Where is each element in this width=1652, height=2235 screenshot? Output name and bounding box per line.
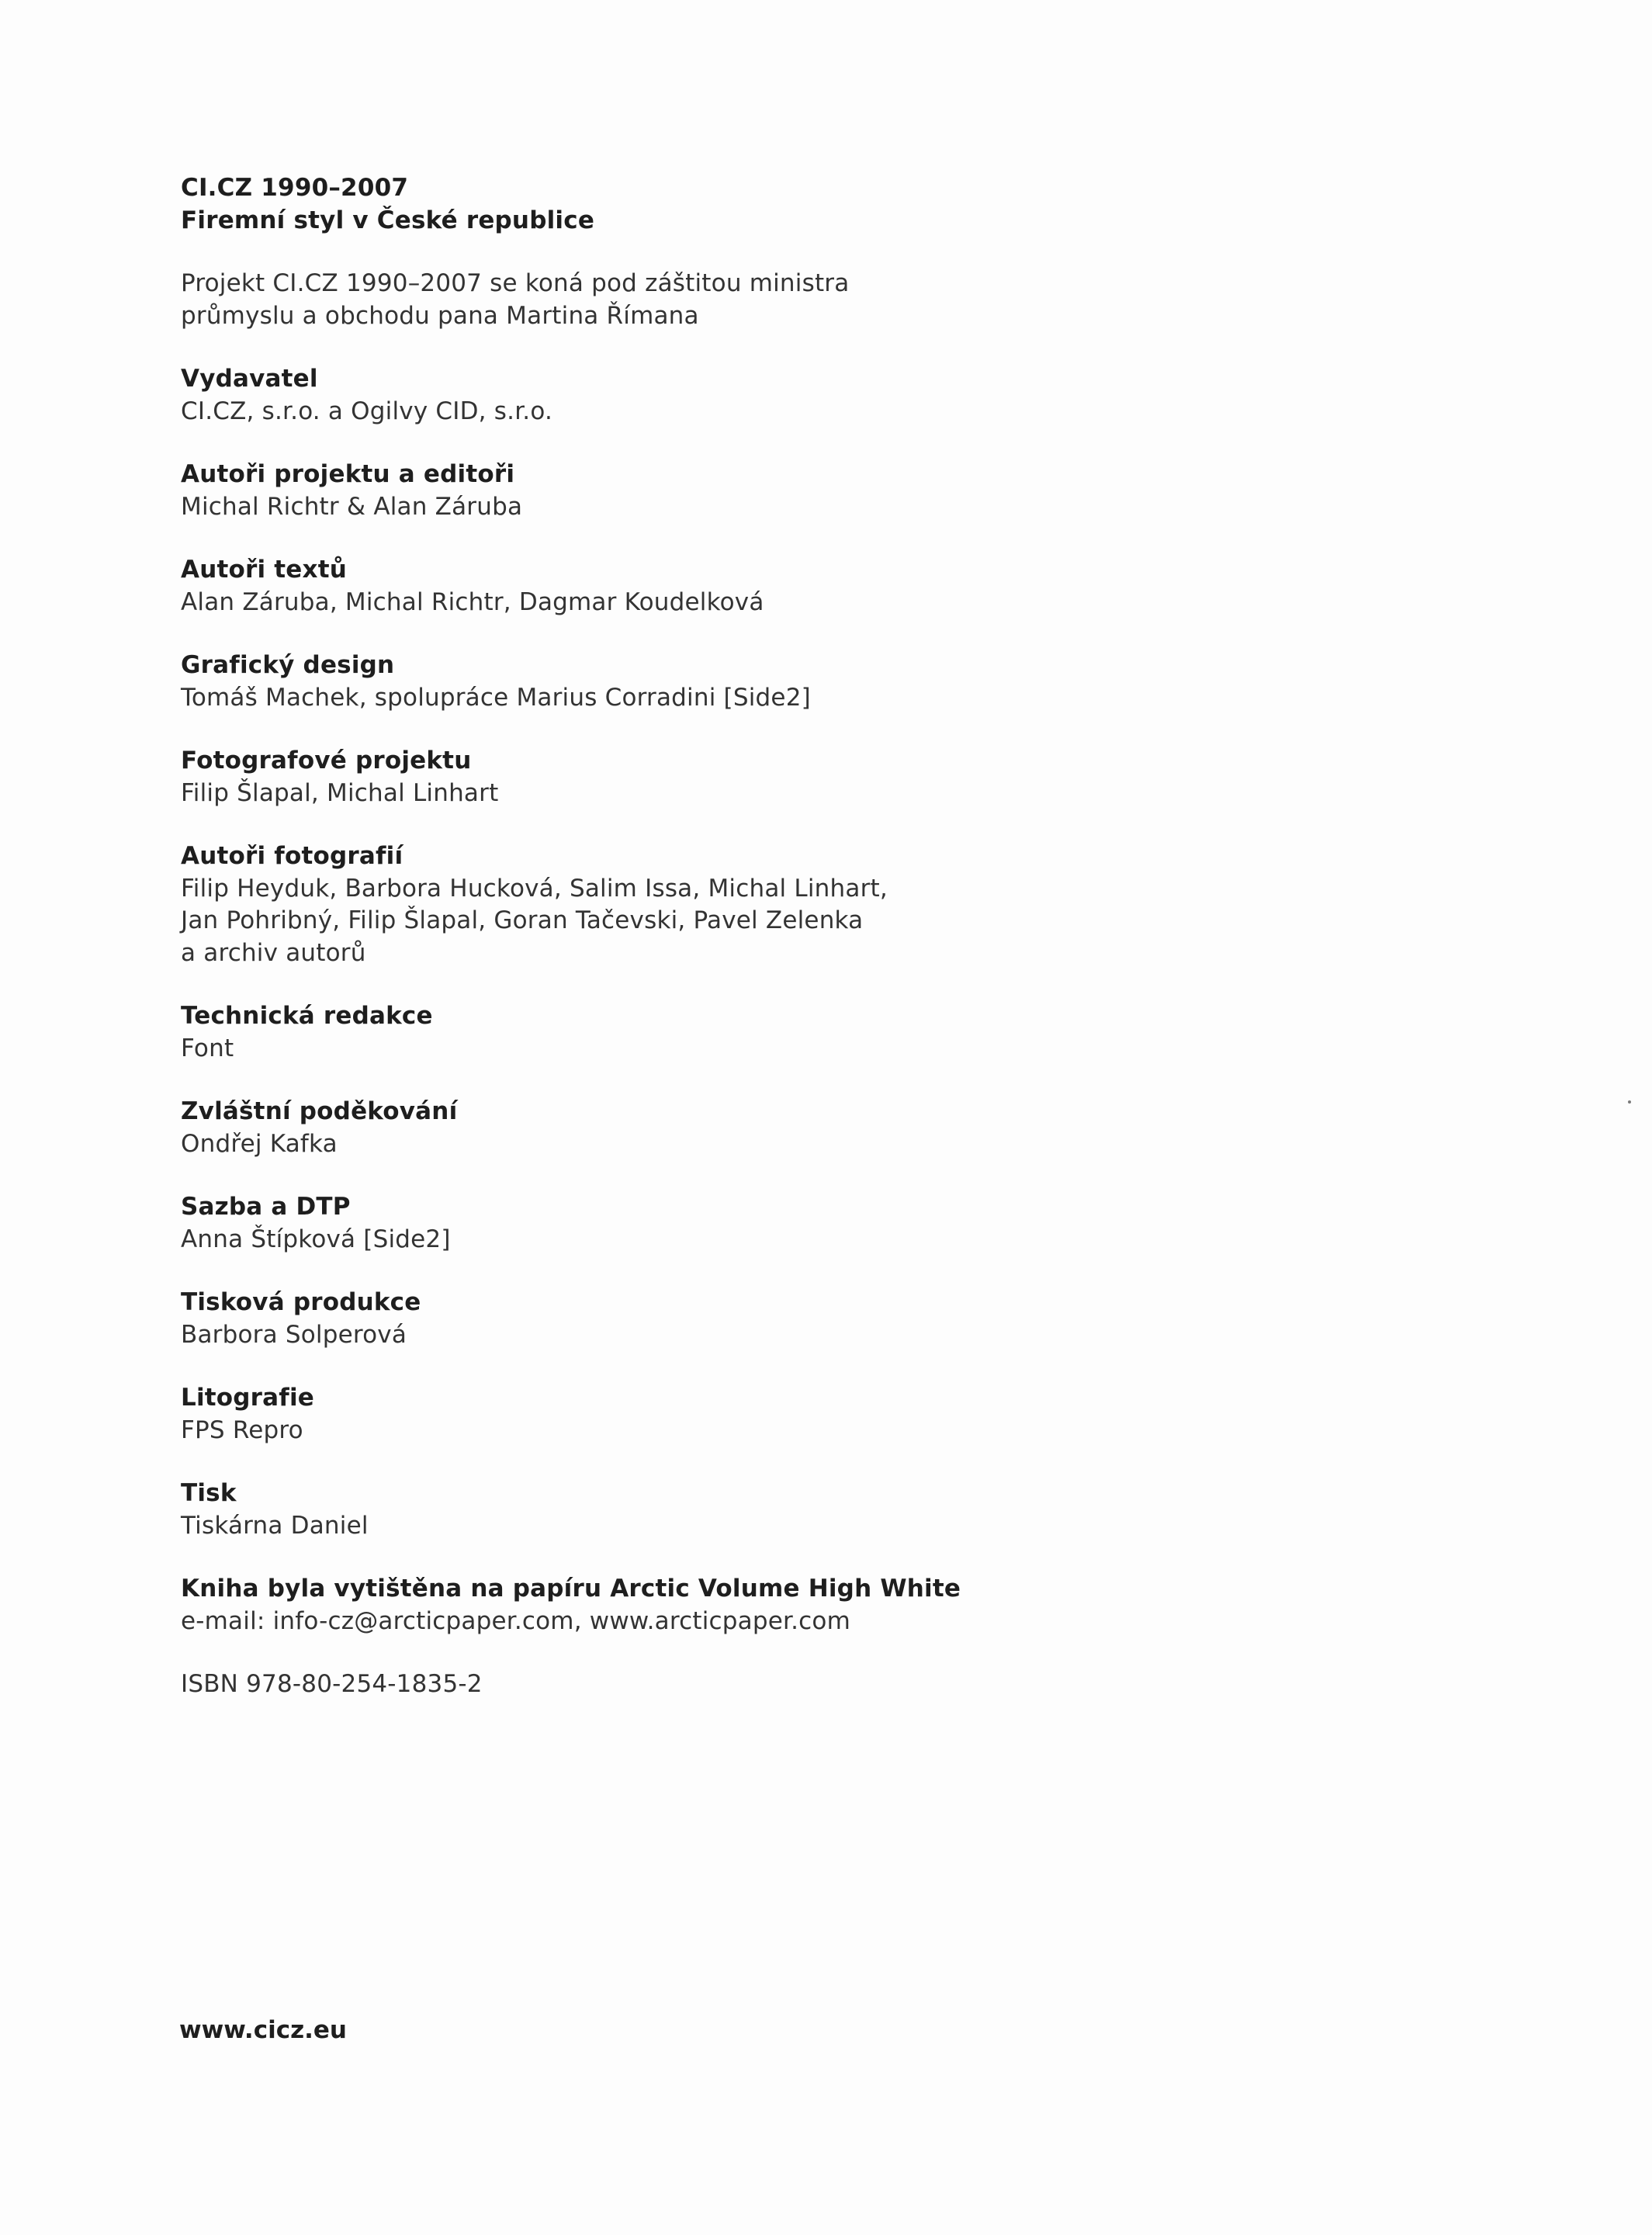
credit-value: Michal Richtr & Alan Záruba: [181, 492, 523, 521]
credit-special-thanks: [181, 1096, 1345, 1160]
credit-value: CI.CZ, s.r.o. a Ogilvy CID, s.r.o.: [181, 397, 553, 425]
credit-value: Barbora Solperová: [181, 1320, 407, 1349]
book-subtitle: Firemní styl v České republice: [181, 206, 595, 234]
credit-heading: Autoři projektu a editoři: [181, 460, 515, 488]
credit-photo-authors: [181, 840, 1345, 969]
credit-printing: [181, 1478, 1345, 1542]
credit-heading: Kniha byla vytištěna na papíru Arctic Volume High White: [181, 1575, 961, 1603]
credit-heading: Tisková produkce: [181, 1288, 421, 1316]
paper-speck: [1628, 1100, 1631, 1104]
credit-value: Anna Štípková [Side2]: [181, 1225, 451, 1253]
credit-value: Filip Heyduk, Barbora Hucková, Salim Issa, Michal Linhart,: [181, 874, 888, 903]
book-title: CI.CZ 1990–2007: [181, 174, 409, 202]
isbn-block: [181, 1668, 1345, 1701]
isbn: ISBN 978-80-254-1835-2: [181, 1670, 483, 1698]
credit-text-authors: [181, 554, 1345, 619]
credit-value: Filip Šlapal, Michal Linhart: [181, 778, 499, 807]
credit-heading: Grafický design: [181, 651, 395, 679]
book-title-block: [181, 172, 1345, 237]
credit-value: Ondřej Kafka: [181, 1129, 338, 1158]
credit-heading: Vydavatel: [181, 365, 318, 393]
website-url: www.cicz.eu: [179, 2016, 348, 2044]
credit-print-production: [181, 1287, 1345, 1351]
patronage-line: průmyslu a obchodu pana Martina Římana: [181, 301, 699, 330]
credit-lithography: [181, 1382, 1345, 1447]
credit-typesetting: [181, 1191, 1345, 1256]
patronage-line: Projekt CI.CZ 1990–2007 se koná pod záštitou ministra: [181, 269, 850, 297]
credit-heading: Litografie: [181, 1384, 315, 1412]
credit-heading: Technická redakce: [181, 1002, 433, 1030]
credit-technical-editing: [181, 1000, 1345, 1065]
colophon-text: [181, 172, 1345, 1732]
credit-value: Font: [181, 1034, 234, 1062]
credit-paper: [181, 1573, 1345, 1637]
credit-value: Tiskárna Daniel: [181, 1511, 369, 1540]
credit-value: e-mail: info-cz@arcticpaper.com, www.arcticpaper.com: [181, 1606, 850, 1635]
credit-heading: Autoři textů: [181, 556, 348, 584]
credit-heading: Autoři fotografií: [181, 842, 403, 870]
credit-value: FPS Repro: [181, 1416, 303, 1444]
credit-heading: Sazba a DTP: [181, 1193, 351, 1221]
credit-value: Tomáš Machek, spolupráce Marius Corradini [Side2]: [181, 683, 811, 712]
credit-heading: Tisk: [181, 1479, 237, 1507]
credit-graphic-design: [181, 650, 1345, 714]
credit-heading: Fotografové projektu: [181, 747, 472, 774]
patronage-block: [181, 268, 1345, 332]
credit-value: Jan Pohribný, Filip Šlapal, Goran Tačevski, Pavel Zelenka: [181, 906, 864, 934]
credit-publisher: [181, 363, 1345, 428]
credit-heading: Zvláštní poděkování: [181, 1097, 458, 1125]
credit-project-authors: [181, 459, 1345, 523]
credit-value: a archiv autorů: [181, 938, 366, 967]
credit-value: Alan Záruba, Michal Richtr, Dagmar Koudelková: [181, 587, 764, 616]
credit-project-photographers: [181, 745, 1345, 809]
